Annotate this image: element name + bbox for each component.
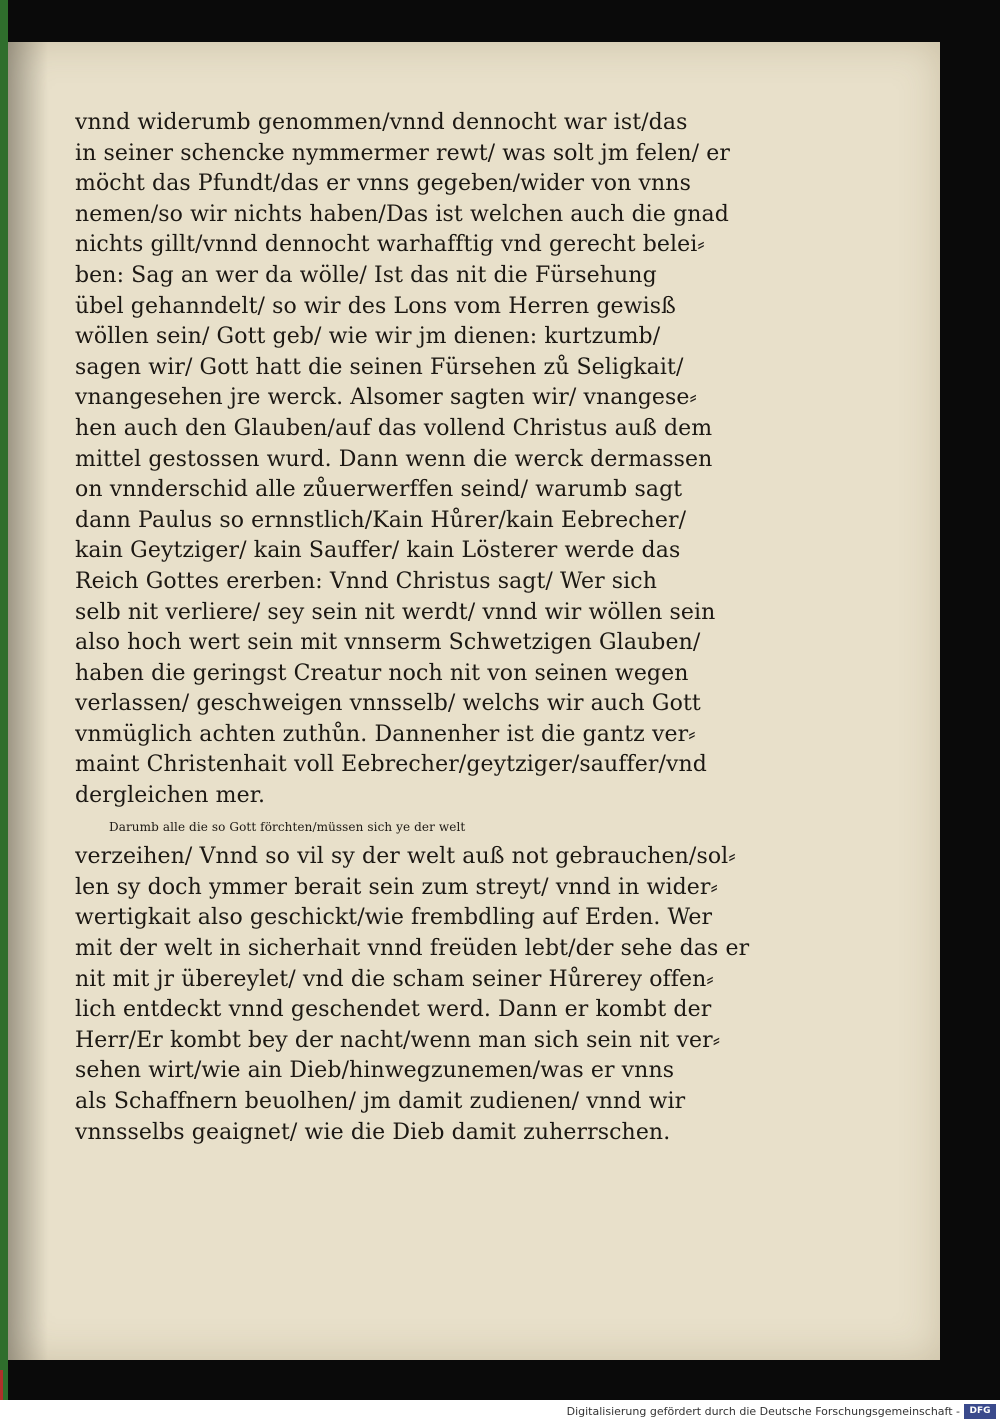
- color-calibration-strip: [0, 0, 8, 1400]
- text-line: haben die geringst Creatur noch nit von seinen wegen: [75, 660, 689, 686]
- text-line: dergleichen mer.: [75, 783, 266, 809]
- text-line: nit mit jr übereylet/ vnd die scham seiner Hůrerey offen⸗: [75, 966, 714, 992]
- text-line: on vnnderschid alle zůuerwerffen seind/ warumb sagt: [75, 477, 683, 503]
- text-line: verzeihen/ Vnnd so vil sy der welt auß not gebrauchen/sol⸗: [75, 844, 736, 870]
- text-line: vnangesehen jre werck. Alsomer sagten wir/ vnangese⸗: [75, 385, 697, 411]
- text-line: kain Geytziger/ kain Sauffer/ kain Lösterer werde das: [75, 538, 681, 564]
- text-line: als Schaffnern beuolhen/ jm damit zudienen/ vnnd wir: [75, 1089, 686, 1114]
- text-line: vnnsselbs geaignet/ wie die Dieb damit zuherrschen.: [75, 1119, 671, 1145]
- text-line: sagen wir/ Gott hatt die seinen Fürsehen zů Seligkait/: [75, 354, 684, 380]
- text-line: also hoch wert sein mit vnnserm Schwetzigen Glauben/: [75, 630, 701, 656]
- text-line: mit der welt in sicherhait vnnd freüden lebt/der sehe das er: [75, 936, 750, 962]
- page-text-block: [75, 108, 815, 1148]
- text-line: hen auch den Glauben/auf das vollend Christus auß dem: [75, 415, 713, 441]
- text-line: vnnd widerumb genommen/vnnd dennocht war ist/das: [75, 110, 688, 135]
- text-line: lich entdeckt vnnd geschendet werd. Dann er kombt der: [75, 997, 712, 1023]
- text-line: sehen wirt/wie ain Dieb/hinwegzunemen/was er vnns: [75, 1058, 675, 1084]
- text-line: Reich Gottes ererben: Vnnd Christus sagt/ Wer sich: [75, 568, 657, 594]
- footer-bar: [0, 1400, 1000, 1424]
- text-line: dann Paulus so ernnstlich/Kain Hůrer/kain Eebrecher/: [75, 507, 687, 533]
- footer-credit-text: Digitalisierung gefördert durch die Deutsche Forschungsgemeinschaft -: [566, 1405, 960, 1418]
- text-line: wertigkait also geschickt/wie frembdling auf Erden. Wer: [75, 905, 713, 931]
- text-line: len sy doch ymmer berait sein zum streyt/ vnnd in wider⸗: [75, 874, 718, 900]
- text-line: möcht das Pfundt/das er vnns gegeben/wider von vnns: [75, 171, 691, 197]
- text-line: nichts gillt/vnnd dennocht warhafftig vnd gerecht belei⸗: [75, 232, 705, 258]
- text-line: maint Christenhait voll Eebrecher/geytziger/sauffer/vnd: [75, 752, 707, 778]
- text-line: Herr/Er kombt bey der nacht/wenn man sich sein nit ver⸗: [75, 1027, 721, 1053]
- page-gutter-shadow: [8, 42, 48, 1360]
- text-line: mittel gestossen wurd. Dann wenn die werck dermassen: [75, 446, 713, 472]
- text-line: in seiner schencke nymmermer rewt/ was solt jm felen/ er: [75, 140, 730, 166]
- text-line: vnmüglich achten zuthůn. Dannenher ist die gantz ver⸗: [75, 721, 696, 747]
- text-line: übel gehanndelt/ so wir des Lons vom Herren gewisß: [75, 293, 676, 319]
- book-page: [8, 42, 940, 1360]
- text-line: wöllen sein/ Gott geb/ wie wir jm dienen: kurtzumb/: [75, 324, 661, 350]
- text-line: selb nit verliere/ sey sein nit werdt/ vnnd wir wöllen sein: [75, 599, 716, 625]
- text-line: ben: Sag an wer da wölle/ Ist das nit die Fürsehung: [75, 262, 657, 288]
- dfg-logo-icon: DFG: [964, 1404, 996, 1419]
- text-line: nemen/so wir nichts haben/Das ist welchen auch die gnad: [75, 201, 729, 227]
- scan-marker: [0, 1370, 3, 1400]
- text-line: Darumb alle die so Gott förchten/müssen sich ye der welt: [109, 819, 466, 834]
- text-line: verlassen/ geschweigen vnnsselb/ welchs wir auch Gott: [75, 691, 701, 717]
